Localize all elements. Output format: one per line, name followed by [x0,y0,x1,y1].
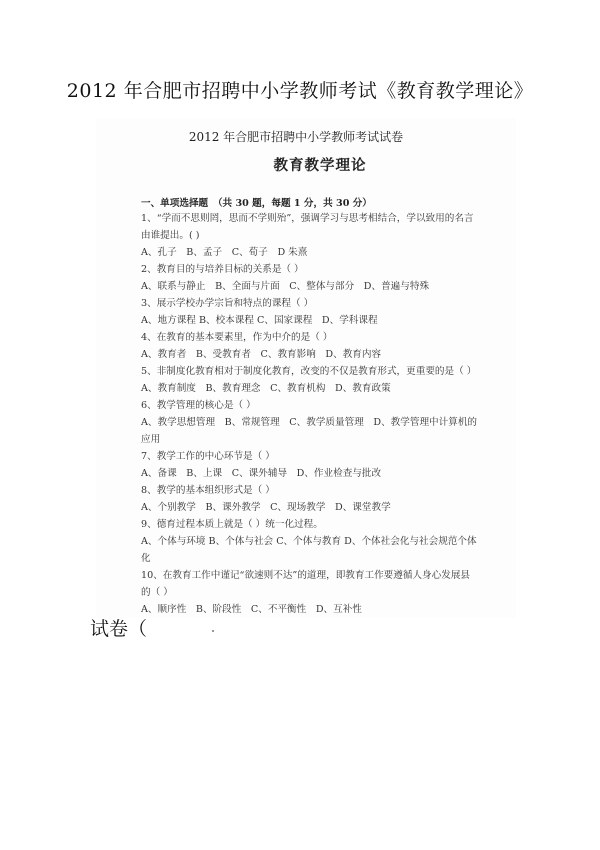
question-10-options: A、顺序性 B、阶段性 C、不平衡性 D、互补性 [141,604,362,615]
question-9-options: A、个体与环境 B、个体与社会 C、个体与教育 D、个体社会化与社会规范个体 [141,536,477,547]
question-10: 10、在教育工作中谨记“欲速则不达”的道理，即教育工作要遵循人身心发展县 [141,570,471,581]
question-6: 6、教学管理的核心是（ ） [141,400,256,411]
question-2: 2、教育目的与培养目标的关系是（ ） [141,264,304,275]
question-2-options: A、联系与静止 B、全面与片面 C、整体与部分 D、普遍与特殊 [141,281,430,292]
question-9: 9、德育过程本质上就是（ ）统一化过程。 [141,519,323,530]
question-8-options: A、个别教学 B、课外教学 C、现场教学 D、课堂教学 [141,502,391,513]
question-3-options: A、地方课程 B、校本课程 C、国家课程 D、学科课程 [141,315,378,326]
question-10-cont: 的（ ） [141,587,173,598]
section-heading: 一、单项选择题 （共 30 题，每题 1 分，共 30 分） [141,198,372,209]
question-7: 7、教学工作的中心环节是（ ） [141,451,275,462]
exam-subtitle: 教育教学理论 [273,157,367,174]
question-6-options: A、教学思想管理 B、常规管理 C、教学质量管理 D、教学管理中计算机的 [141,417,478,428]
question-4: 4、在教育的基本要素里，作为中介的是（ ） [141,332,333,343]
question-3: 3、展示学校办学宗旨和特点的课程（ ） [141,298,314,309]
question-1: 1、“学而不思则罔，思而不学则殆”，强调学习与思考相结合，学以致用的名言 [141,213,474,224]
exam-title: 2012 年合肥市招聘中小学教师考试试卷 [188,130,404,144]
question-7-options: A、备课 B、上课 C、课外辅导 D、作业检查与批改 [141,468,382,479]
trailing-text: 试卷（ [90,618,148,640]
question-1-cont: 由谁提出。( ) [141,230,200,241]
question-9-options-cont: 化 [141,553,151,564]
page-heading: 2012 年合肥市招聘中小学教师考试《教育教学理论》 [66,80,534,102]
scanned-exam-image [96,118,516,618]
question-5: 5、非制度化教育相对于制度化教育，改变的不仅是教育形式，更重要的是（ ） [141,366,477,377]
scan-speck [212,630,214,632]
question-4-options: A、教育者 B、受教育者 C、教育影响 D、教育内容 [141,349,382,360]
question-8: 8、教学的基本组织形式是（ ） [141,485,275,496]
question-1-options: A、孔子 B、孟子 C、荀子 D 朱熹 [141,247,308,258]
question-6-options-cont: 应用 [141,434,161,445]
question-5-options: A、教育制度 B、教育理念 C、教育机构 D、教育政策 [141,383,391,394]
